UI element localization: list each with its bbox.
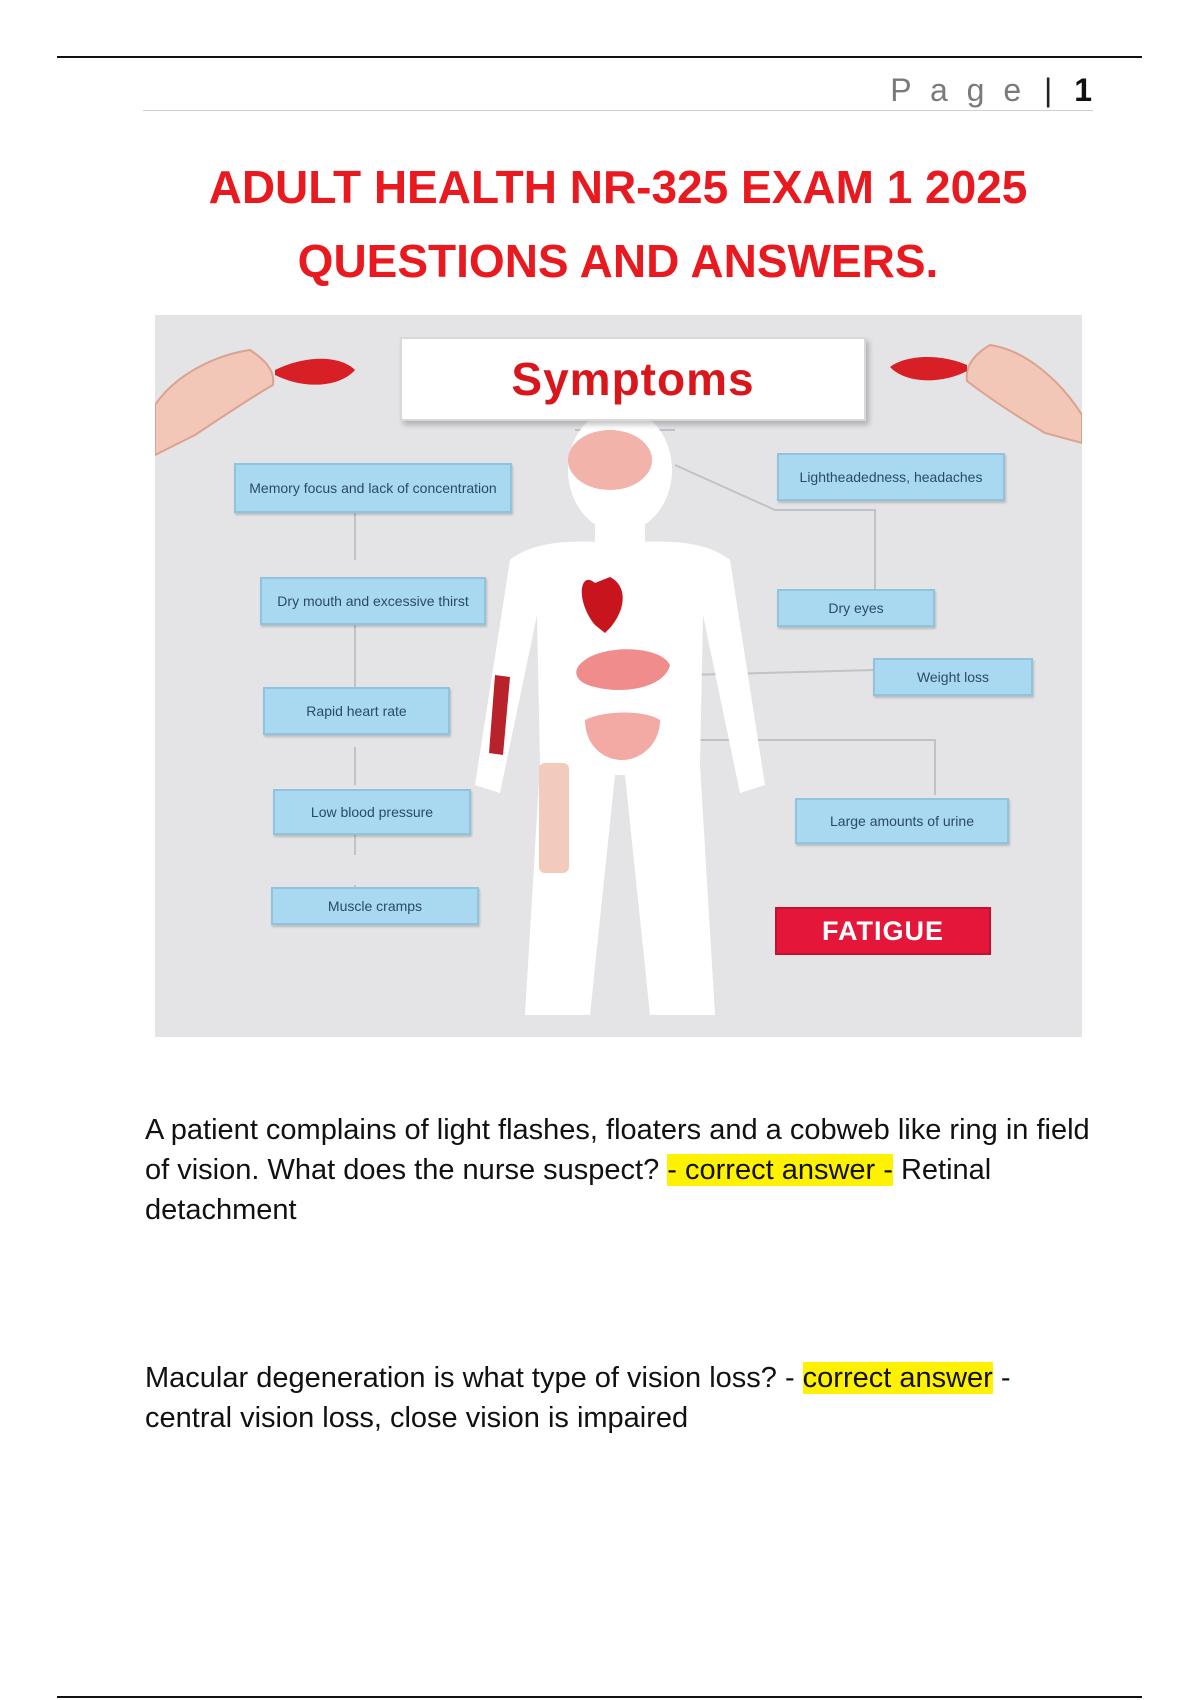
symptom-weight-loss: Weight loss (873, 658, 1033, 696)
symptom-low-blood-pressure: Low blood pressure (273, 789, 471, 835)
symptom-memory-focus: Memory focus and lack of concentration (234, 463, 512, 513)
document-title: ADULT HEALTH NR-325 EXAM 1 2025 QUESTIONS AND ANSWERS. (208, 161, 1028, 287)
symptom-dry-mouth: Dry mouth and excessive thirst (260, 577, 486, 625)
answer-text: Retinal detachment (145, 1154, 992, 1226)
page-label: P a g e (890, 72, 1027, 108)
question-answer-1 (145, 1110, 1100, 1230)
page-separator: | (1044, 72, 1053, 108)
top-rule (57, 56, 1142, 58)
fatigue-badge: FATIGUE (775, 907, 991, 955)
symptom-lightheadedness: Lightheadedness, headaches (777, 453, 1005, 501)
question-answer-2 (145, 1358, 1100, 1438)
question-text: A patient complains of light flashes, floaters and a cobweb like ring in field of vision. What does the nurse suspect? (145, 1114, 1090, 1186)
leg-muscle-icon (539, 763, 569, 873)
answer-text: - central vision loss, close vision is impaired (145, 1362, 1011, 1434)
symptom-large-urine: Large amounts of urine (795, 798, 1009, 844)
page-number-value: 1 (1074, 72, 1092, 108)
question-text: Macular degeneration is what type of vision loss? - (145, 1362, 803, 1394)
symptom-dry-eyes: Dry eyes (777, 589, 935, 627)
correct-answer-marker: correct answer (802, 1362, 993, 1394)
human-body-icon (475, 408, 765, 1015)
symptoms-infographic (155, 315, 1082, 1037)
page-number (890, 72, 1092, 109)
header-divider (143, 110, 1093, 111)
right-hand-icon (890, 345, 1082, 443)
infographic-heading: Symptoms (400, 337, 866, 421)
symptom-rapid-heart-rate: Rapid heart rate (263, 687, 450, 735)
bottom-rule (57, 1696, 1142, 1698)
left-hand-icon (155, 350, 355, 455)
brain-icon (568, 430, 652, 490)
correct-answer-marker: - correct answer - (667, 1154, 893, 1186)
symptom-muscle-cramps: Muscle cramps (271, 887, 479, 925)
